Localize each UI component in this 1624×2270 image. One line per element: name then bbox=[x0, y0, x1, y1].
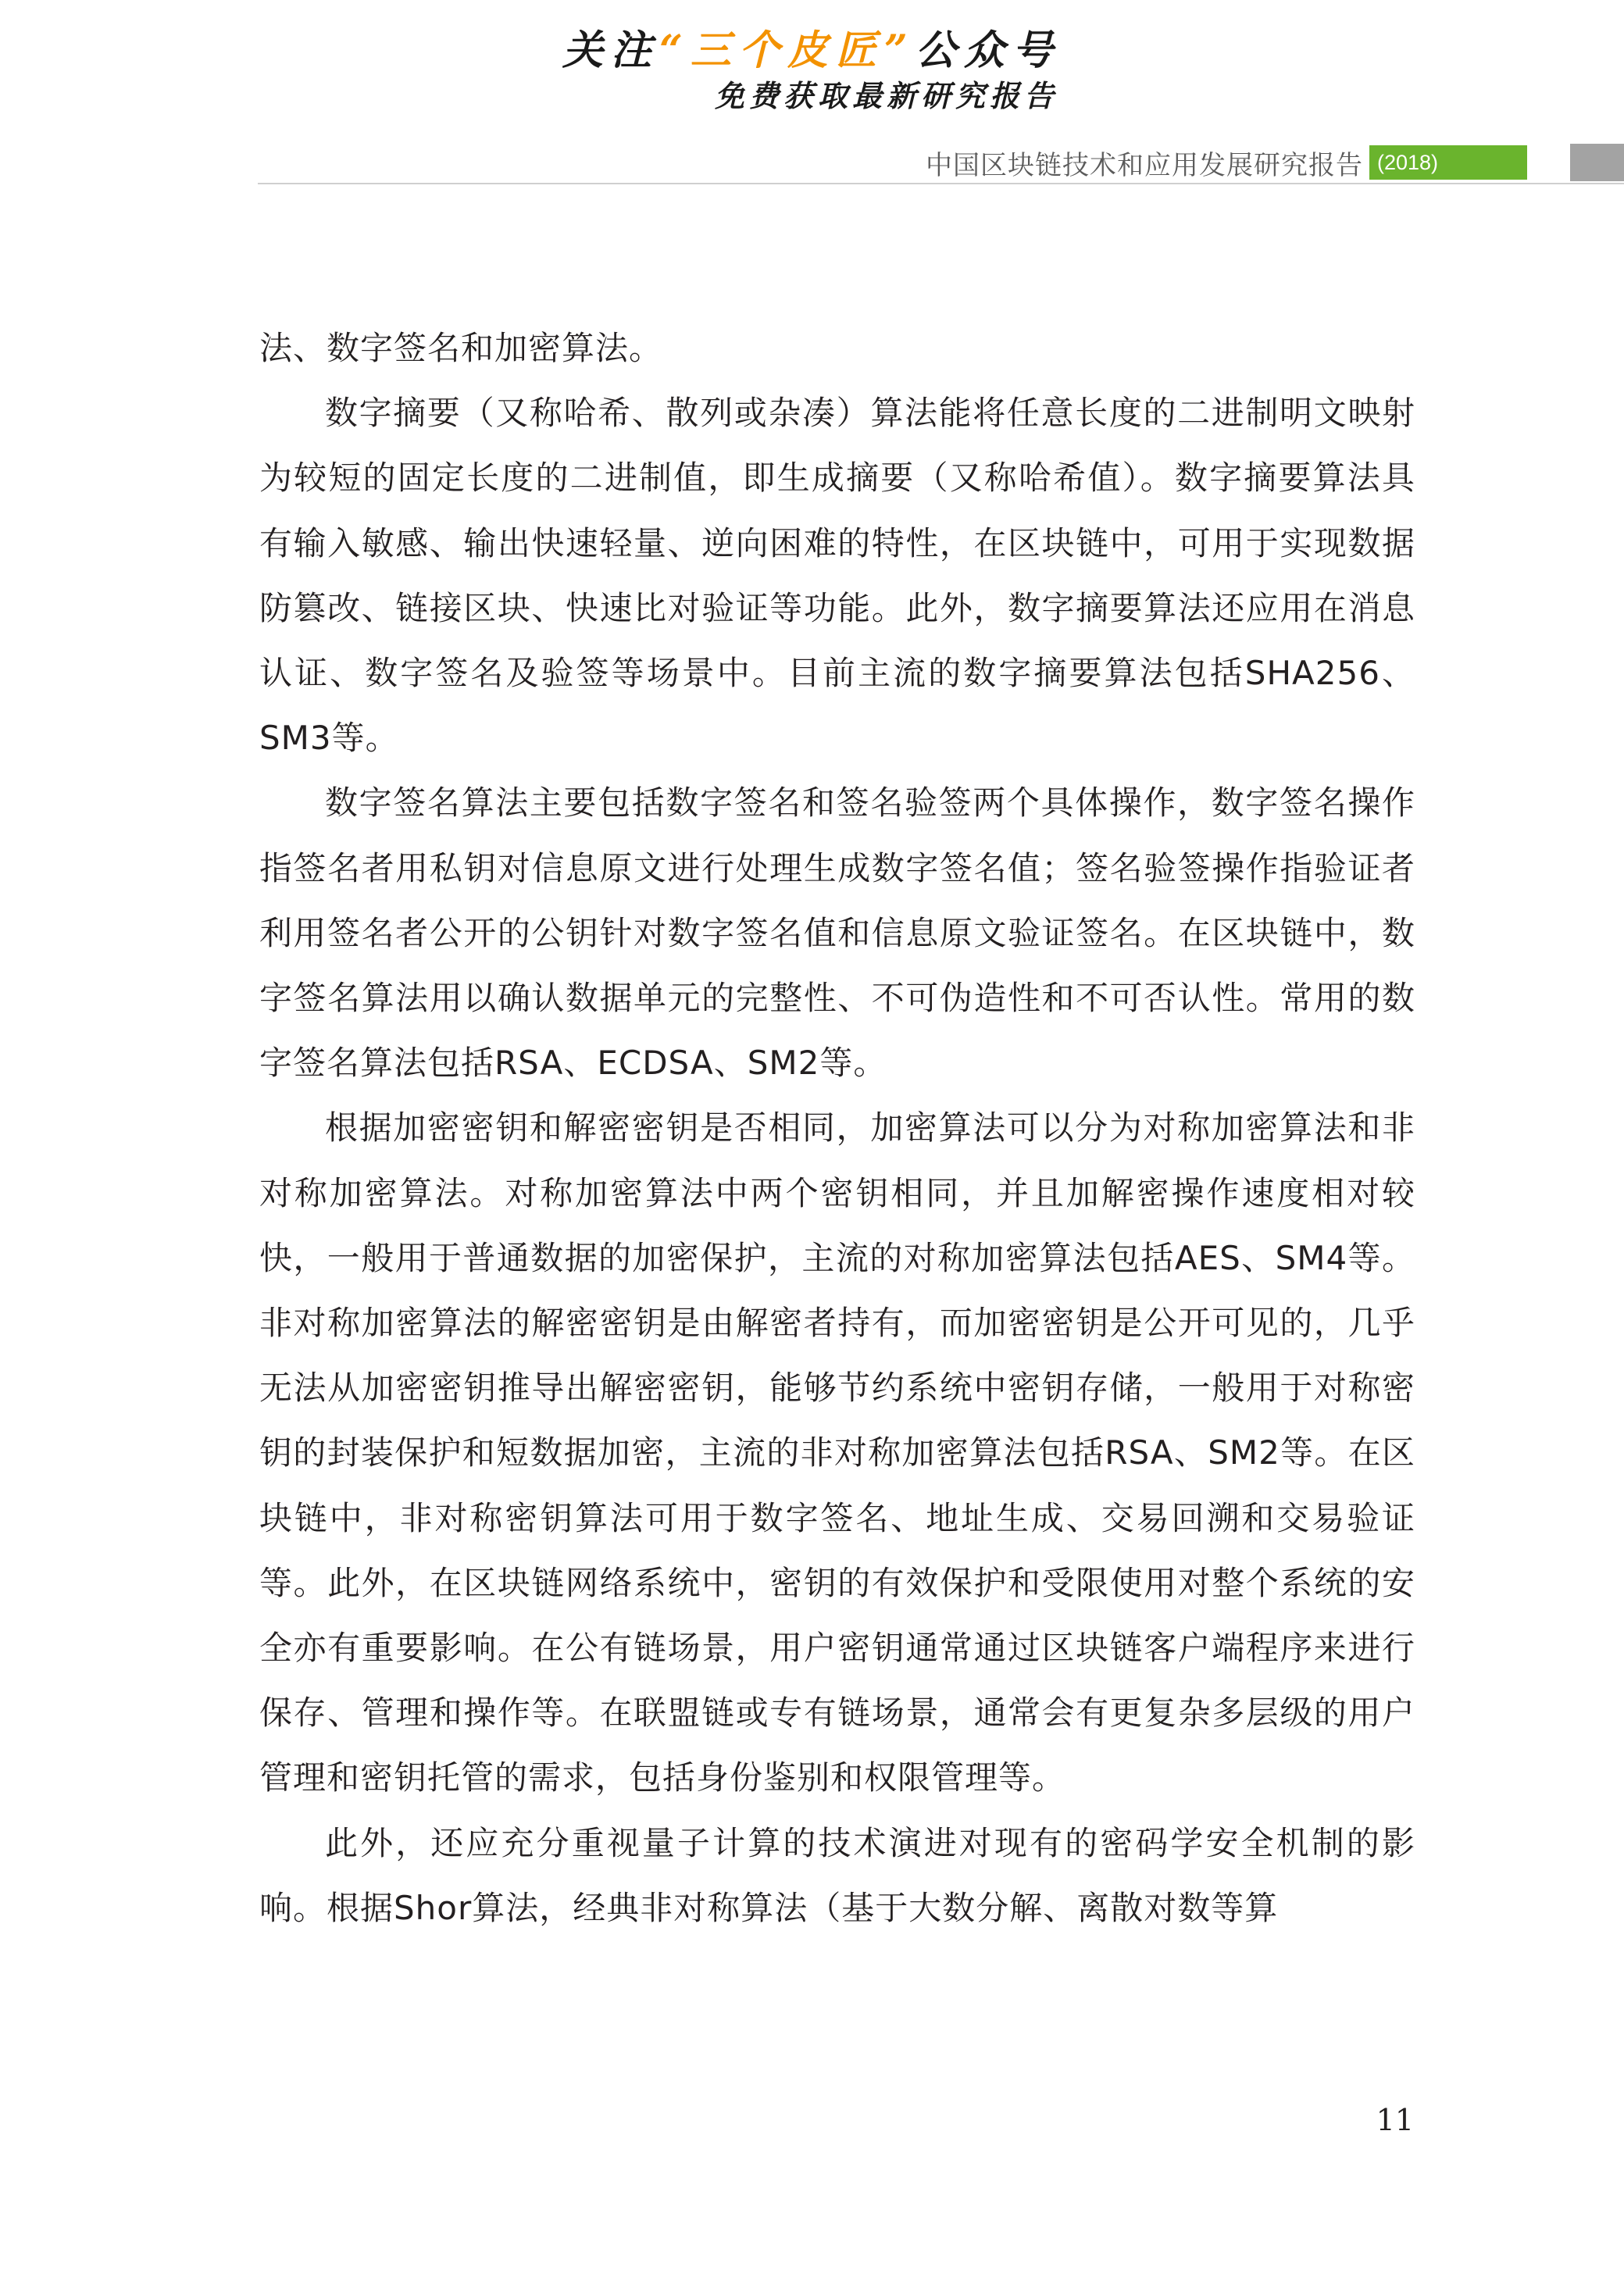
body-text bbox=[259, 316, 1415, 1940]
promo-highlight: “三个皮匠” bbox=[659, 27, 916, 74]
promo-banner bbox=[0, 17, 1624, 119]
promo-headline bbox=[562, 17, 1061, 76]
year-badge: (2018) bbox=[1369, 145, 1527, 180]
paragraph-quantum: 此外，还应充分重视量子计算的技术演进对现有的密码学安全机制的影响。根据Shor算法，经典非对称算法（基于大数分解、离散对数等算 bbox=[259, 1823, 1415, 1927]
paragraph-signature: 数字签名算法主要包括数字签名和签名验签两个具体操作，数字签名操作指签名者用私钥对信息原文进行处理生成数字签名值；签名验签操作指验证者利用签名者公开的公钥针对数字签名值和信息原文验证签名。在区块链中，数字签名算法用以确认数据单元的完整性、不可伪造性和不可否认性。常用的数字签名算法包括RSA、ECDSA、SM2等。 bbox=[259, 783, 1415, 1083]
header-gray-block bbox=[1570, 144, 1624, 181]
header-divider bbox=[258, 183, 1624, 184]
running-header bbox=[926, 144, 1527, 181]
promo-prefix: 关注 bbox=[562, 27, 660, 74]
promo-suffix: 公众号 bbox=[915, 27, 1061, 74]
paragraph-encryption: 根据加密密钥和解密密钥是否相同，加密算法可以分为对称加密算法和非对称加密算法。对称加密算法中两个密钥相同，并且加解密操作速度相对较快，一般用于普通数据的加密保护，主流的对称加密算法包括AES、SM4等。非对称加密算法的解密密钥是由解密者持有，而加密密钥是公开可见的，几乎无法从加密密钥推导出解密密钥，能够节约系统中密钥存储，一般用于对称密钥的封装保护和短数据加密，主流的非对称加密算法包括RSA、SM2等。在区块链中，非对称密钥算法可用于数字签名、地址生成、交易回溯和交易验证等。此外，在区块链网络系统中，密钥的有效保护和受限使用对整个系统的安全亦有重要影响。在公有链场景，用户密钥通常通过区块链客户端程序来进行保存、管理和操作等。在联盟链或专有链场景，通常会有更复杂多层级的用户管理和密钥托管的需求，包括身份鉴别和权限管理等。 bbox=[259, 1108, 1415, 1797]
running-header-title: 中国区块链技术和应用发展研究报告 bbox=[926, 149, 1363, 181]
paragraph-digest: 数字摘要（又称哈希、散列或杂凑）算法能将任意长度的二进制明文映射为较短的固定长度的二进制值，即生成摘要（又称哈希值）。数字摘要算法具有输入敏感、输出快速轻量、逆向困难的特性，在区块链中，可用于实现数据防篡改、链接区块、快速比对验证等功能。此外，数字摘要算法还应用在消息认证、数字签名及验签等场景中。目前主流的数字摘要算法包括SHA256、SM3等。 bbox=[259, 394, 1415, 758]
page-number: 11 bbox=[1376, 2103, 1414, 2137]
paragraph-continuation: 法、数字签名和加密算法。 bbox=[259, 329, 663, 367]
promo-subtitle: 免费获取最新研究报告 bbox=[715, 78, 1059, 113]
